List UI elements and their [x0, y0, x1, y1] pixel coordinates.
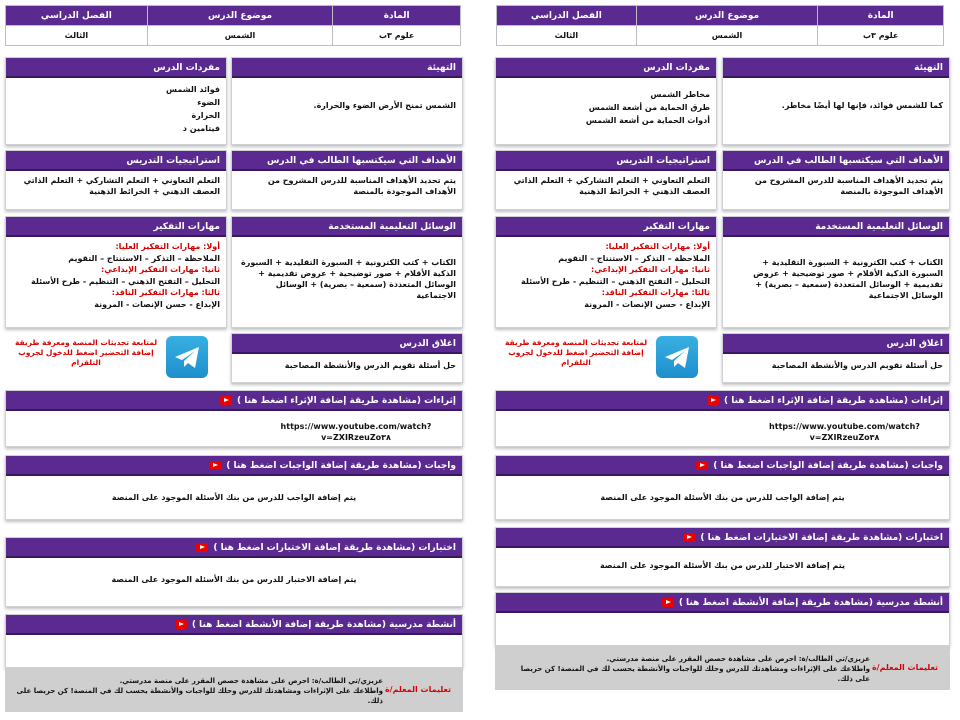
tests-card	[5, 537, 463, 607]
thinking-heading: أولا: مهارات التفكير العليا:	[605, 242, 710, 251]
activities-card	[5, 614, 463, 668]
teacher-notes-label: تعليمات المعلم/ة	[871, 663, 938, 672]
youtube-icon[interactable]	[175, 620, 187, 629]
teacher-notes-text	[505, 654, 870, 684]
vocab-item: أدوات الحماية من أشعة الشمس	[585, 116, 710, 125]
thinking-heading: ثانيا: مهارات التفكير الإبداعي:	[101, 265, 220, 274]
intro-text: الشمس تمنح الأرض الضوء والحرارة.	[313, 101, 456, 110]
vocab-item: طرق الحماية من أشعة الشمس	[588, 103, 710, 112]
enrich-url[interactable]: https://www.youtube.com/watch?v=ZXIRzeuZo٣٨	[280, 422, 432, 442]
activities-card	[495, 592, 950, 646]
topic-value: الشمس	[147, 26, 333, 46]
vocab-list	[6, 78, 226, 139]
teacher-notes-label: تعليمات المعلم/ة	[384, 685, 451, 694]
homework-card	[495, 455, 950, 520]
vocab-item: الحرارة	[191, 111, 220, 120]
enrich-title[interactable]	[496, 391, 949, 411]
strategies-card	[5, 150, 227, 210]
enrich-label[interactable]: إثراءات (مشاهدة طريقة إضافة الإثراء اضغط هنا )	[236, 396, 456, 406]
goals-card	[231, 150, 463, 210]
tests-title[interactable]	[6, 538, 462, 558]
activities-title[interactable]	[6, 615, 462, 635]
teacher-notes	[5, 668, 463, 712]
telegram-promo[interactable]: لمتابعة تحديثات المنصة ومعرفة طريقة إضافة التحضير اضغط للدخول لجروب التلقرام	[14, 338, 158, 367]
intro-title: التهيئة	[723, 58, 949, 78]
subject-header: المادة	[818, 6, 944, 26]
tools-card	[231, 216, 463, 328]
telegram-icon[interactable]	[166, 336, 208, 378]
teacher-notes	[495, 646, 950, 690]
homework-title[interactable]	[496, 456, 949, 476]
tools-title: الوسائل التعليمية المستخدمة	[723, 217, 949, 237]
tests-label[interactable]: اختبارات (مشاهدة طريقة إضافة الاختبارات اضغط هنا )	[700, 533, 943, 543]
tests-text: يتم إضافة الاختبار للدرس من بنك الأسئلة الموجود على المنصة	[111, 575, 357, 584]
thinking-card	[5, 216, 227, 328]
enrich-card	[495, 390, 950, 447]
topic-header: موضوع الدرس	[147, 6, 333, 26]
enrich-title[interactable]	[6, 391, 462, 411]
lesson-info-table	[496, 5, 944, 46]
tests-text: يتم إضافة الاختبار للدرس من بنك الأسئلة الموجود على المنصة	[599, 561, 846, 570]
topic-value: الشمس	[636, 26, 818, 46]
youtube-icon[interactable]	[209, 461, 221, 470]
vocab-card	[495, 57, 717, 145]
thinking-heading: ثالثا: مهارات التفكير الناقد:	[601, 288, 710, 297]
semester-header: الفصل الدراسي	[6, 6, 148, 26]
semester-header: الفصل الدراسي	[497, 6, 637, 26]
activities-label[interactable]: أنشطة مدرسية (مشاهدة طريقة إضافة الأنشطة اضغط هنا )	[678, 598, 943, 608]
youtube-icon[interactable]	[662, 598, 674, 607]
activities-title[interactable]	[496, 593, 949, 613]
enrich-url[interactable]: https://www.youtube.com/watch?v=ZXIRzeuZo٣٨	[769, 422, 920, 442]
subject-value: علوم ٣ب	[818, 26, 944, 46]
intro-card	[231, 57, 463, 145]
strategies-title: استراتيجيات التدريس	[6, 151, 226, 171]
telegram-icon[interactable]	[656, 336, 698, 378]
activities-label[interactable]: أنشطة مدرسية (مشاهدة طريقة إضافة الأنشطة اضغط هنا )	[191, 620, 456, 630]
thinking-line: التحليل – التفتح الذهني – التنظيم - طرح الأسئلة	[31, 276, 220, 286]
thinking-line: الملاحظة – التذكر – الاستنتاج – التقويم	[558, 253, 710, 263]
homework-label[interactable]: واجبات (مشاهدة طريقة إضافة الواجبات اضغط هنا )	[713, 461, 943, 471]
teacher-notes-line: واطلاعك على الإثراءات ومشاهدتك للدرس وحلك للواجبات والأنشطة يحسب لك في المنصة! كن حريصا على ذلك.	[16, 687, 383, 705]
thinking-line: الإبداع - حسن الإنصات - المرونة	[584, 299, 710, 309]
enrich-label[interactable]: إثراءات (مشاهدة طريقة إضافة الإثراء اضغط هنا )	[723, 396, 943, 406]
homework-label[interactable]: واجبات (مشاهدة طريقة إضافة الواجبات اضغط هنا )	[226, 461, 456, 471]
goals-text: يتم تحديد الأهداف المناسبة للدرس المشروح من الأهداف الموجودة بالمنصة	[754, 176, 943, 196]
thinking-text	[6, 237, 226, 314]
teacher-notes-line: عزيزي/تي الطالب/ة: احرص على مشاهدة حصص المقرر على منصة مدرستي.	[606, 655, 870, 663]
youtube-icon[interactable]	[707, 396, 719, 405]
homework-text: يتم إضافة الواجب للدرس من بنك الأسئلة الموجود على المنصة	[111, 493, 357, 502]
tools-card	[722, 216, 950, 328]
thinking-title: مهارات التفكير	[496, 217, 716, 237]
enrich-card	[5, 390, 463, 447]
intro-card	[722, 57, 950, 145]
subject-header: المادة	[333, 6, 461, 26]
strategies-text: التعلم التعاوني + التعلم التشاركي + التعلم الذاتي العصف الذهني + الخرائط الذهنية	[513, 176, 710, 196]
closing-text: حل أسئلة تقويم الدرس والأنشطة المصاحبة	[284, 361, 456, 370]
thinking-line: الملاحظة – التذكر – الاستنتاج – التقويم	[68, 253, 220, 263]
semester-value: الثالث	[6, 26, 148, 46]
vocab-title: مفردات الدرس	[496, 58, 716, 78]
tools-text: الكتاب + كتب الكترونية + السبورة التقليدية + السبورة الذكية الأقلام + صور توضيحية + عروض تقديمية + الوسائل المتعددة (سمعية – بصرية) + الوسائل الاجتماعية	[241, 258, 456, 300]
vocab-item: فيتامين د	[182, 124, 220, 133]
goals-card	[722, 150, 950, 210]
lesson-info-table	[5, 5, 461, 46]
intro-text: كما للشمس فوائد، فإنها لها أيضًا مخاطر.	[781, 101, 943, 110]
vocab-list	[496, 78, 716, 131]
vocab-title: مفردات الدرس	[6, 58, 226, 78]
topic-header: موضوع الدرس	[636, 6, 818, 26]
strategies-text: التعلم التعاوني + التعلم التشاركي + التعلم الذاتي العصف الذهني + الخرائط الذهنية	[23, 176, 220, 196]
teacher-notes-line: عزيزي/تي الطالب/ة: احرص على مشاهدة حصص المقرر على منصة مدرستي.	[119, 677, 383, 685]
homework-title[interactable]	[6, 456, 462, 476]
tests-label[interactable]: اختبارات (مشاهدة طريقة إضافة الاختبارات اضغط هنا )	[213, 543, 456, 553]
thinking-title: مهارات التفكير	[6, 217, 226, 237]
closing-card	[722, 333, 950, 383]
vocab-card	[5, 57, 227, 145]
vocab-item: مخاطر الشمس	[650, 90, 710, 99]
closing-title: اغلاق الدرس	[232, 334, 462, 354]
thinking-card	[495, 216, 717, 328]
youtube-icon[interactable]	[683, 533, 695, 542]
tools-title: الوسائل التعليمية المستخدمة	[232, 217, 462, 237]
youtube-icon[interactable]	[196, 543, 208, 552]
homework-text: يتم إضافة الواجب للدرس من بنك الأسئلة الموجود على المنصة	[600, 493, 845, 502]
thinking-line: التحليل – التفتح الذهني – التنظيم - طرح الأسئلة	[521, 276, 710, 286]
closing-text: حل أسئلة تقويم الدرس والأنشطة المصاحبة	[771, 361, 943, 370]
intro-title: التهيئة	[232, 58, 462, 78]
thinking-text	[496, 237, 716, 314]
strategies-title: استراتيجيات التدريس	[496, 151, 716, 171]
goals-title: الأهداف التي سيكتسبها الطالب في الدرس	[723, 151, 949, 171]
thinking-heading: أولا: مهارات التفكير العليا:	[115, 242, 220, 251]
teacher-notes-line: واطلاعك على الإثراءات ومشاهدتك للدرس وحلك للواجبات والأنشطة يحسب لك في المنصة! كن حريصا على ذلك.	[520, 665, 870, 683]
thinking-heading: ثالثا: مهارات التفكير الناقد:	[111, 288, 220, 297]
vocab-item: الضوء	[197, 98, 220, 107]
homework-card	[5, 455, 463, 520]
thinking-line: الإبداع - حسن الإنصات - المرونة	[94, 299, 220, 309]
goals-text: يتم تحديد الأهداف المناسبة للدرس المشروح من الأهداف الموجودة بالمنصة	[267, 176, 456, 196]
subject-value: علوم ٣ب	[333, 26, 461, 46]
tools-text: الكتاب + كتب الكترونية + السبورة التقليدية + السبورة الذكية الأقلام + صور توضيحية + عروض تقديمية + الوسائل المتعددة (سمعية – بصرية) + الوسائل الاجتماعية	[753, 258, 943, 300]
strategies-card	[495, 150, 717, 210]
thinking-heading: ثانيا: مهارات التفكير الإبداعي:	[591, 265, 710, 274]
vocab-item: فوائد الشمس	[166, 85, 220, 94]
tests-title[interactable]	[496, 528, 949, 548]
closing-card	[231, 333, 463, 383]
youtube-icon[interactable]	[220, 396, 232, 405]
telegram-promo[interactable]: لمتابعة تحديثات المنصة ومعرفة طريقة إضافة التحضير اضغط للدخول لجروب التلقرام	[504, 338, 648, 367]
goals-title: الأهداف التي سيكتسبها الطالب في الدرس	[232, 151, 462, 171]
closing-title: اغلاق الدرس	[723, 334, 949, 354]
tests-card	[495, 527, 950, 587]
youtube-icon[interactable]	[696, 461, 708, 470]
right-page	[480, 0, 960, 720]
teacher-notes-text	[13, 676, 383, 706]
semester-value: الثالث	[497, 26, 637, 46]
